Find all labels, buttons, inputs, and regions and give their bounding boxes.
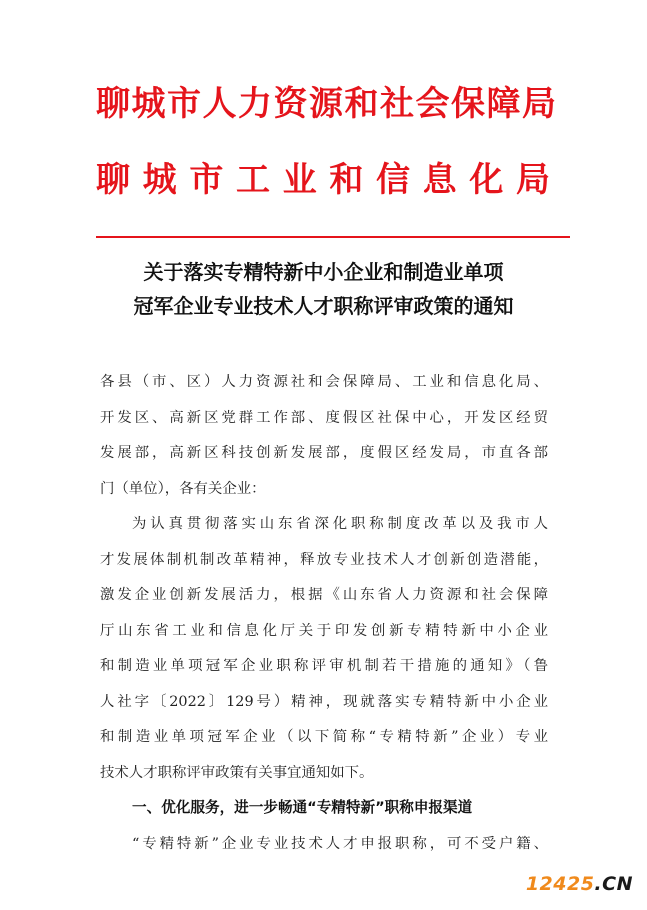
- site-watermark: [526, 872, 633, 896]
- paragraph-line-1: 为认真贯彻落实山东省深化职称制度改革以及我市人: [132, 516, 548, 532]
- paragraph-line-3: 激发企业创新发展活力，根据《山东省人力资源和社会保障: [100, 587, 548, 603]
- document-title-line-1: 关于落实专精特新中小企业和制造业单项: [143, 260, 504, 284]
- paragraph-line-8: 技术人才职称评审政策有关事宜通知如下。: [100, 765, 374, 781]
- issuer-name-miit: 聊城市工业和信息化局: [96, 160, 556, 200]
- paragraph-line-5: 和制造业单项冠军企业职称评审机制若干措施的通知》（鲁: [100, 658, 548, 674]
- paragraph-line-7: 和制造业单项冠军企业（以下简称“专精特新”企业）专业: [100, 729, 548, 745]
- paragraph-line-2: 才发展体制机制改革精神，释放专业技术人才创新创造潜能，: [100, 552, 548, 568]
- watermark-domain: .CN: [594, 873, 633, 895]
- section-1-line-1: “专精特新”企业专业技术人才申报职称，可不受户籍、: [132, 836, 548, 852]
- recipient-line-3: 发展部，高新区科技创新发展部，度假区经发局，市直各部: [100, 445, 548, 461]
- paragraph-line-6: 人社字〔2022〕129号）精神，现就落实专精特新中小企业: [100, 694, 548, 710]
- document-title-line-2: 冠军企业专业技术人才职称评审政策的通知: [133, 294, 514, 318]
- recipient-line-1: 各县（市、区）人力资源社和会保障局、工业和信息化局、: [100, 374, 548, 390]
- section-heading-1: 一、优化服务，进一步畅通“专精特新”职称申报渠道: [132, 799, 473, 816]
- red-header-rule: [96, 236, 570, 238]
- recipient-line-4: 门（单位），各有关企业：: [100, 481, 266, 497]
- issuer-name-hrss: 聊城市人力资源和社会保障局: [96, 84, 556, 124]
- watermark-number: 12425: [525, 873, 595, 895]
- paragraph-line-4: 厅山东省工业和信息化厅关于印发创新专精特新中小企业: [100, 623, 548, 639]
- recipient-line-2: 开发区、高新区党群工作部、度假区社保中心，开发区经贸: [100, 410, 548, 426]
